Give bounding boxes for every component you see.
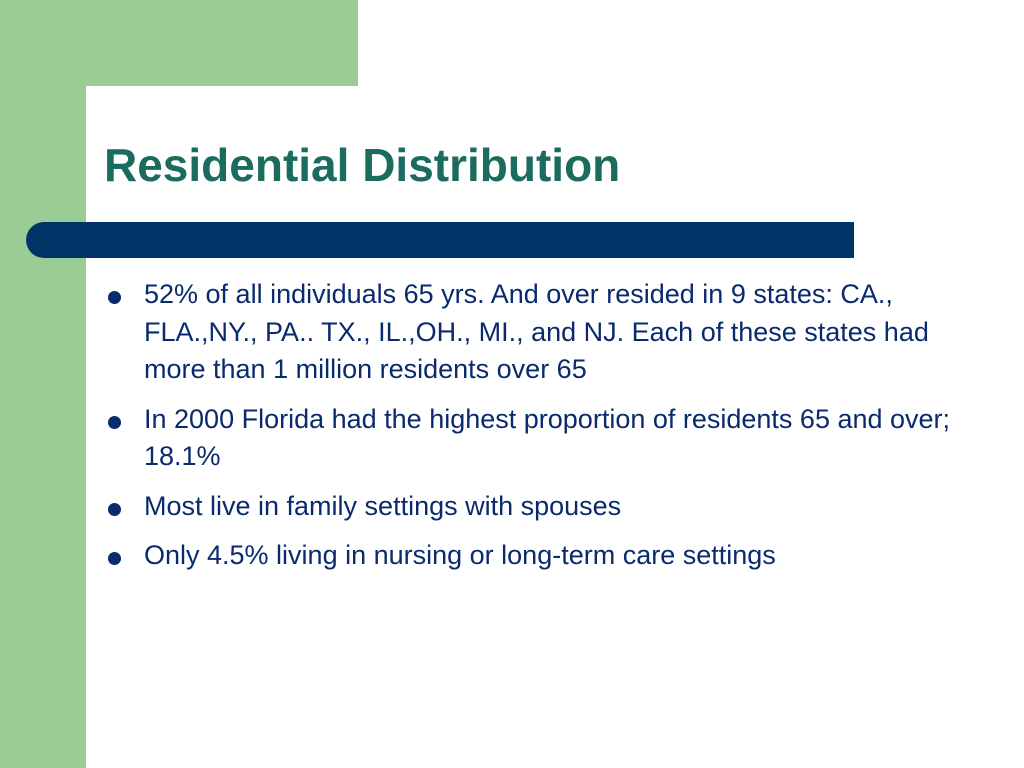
slide-title: Residential Distribution: [104, 139, 621, 191]
list-item-text: Only 4.5% living in nursing or long-term care settings: [144, 540, 776, 570]
title-underline-bar: [26, 222, 854, 258]
bullet-icon: [108, 416, 121, 429]
bullet-icon: [108, 552, 121, 565]
list-item-text: In 2000 Florida had the highest proportion of residents 65 and over; 18.1%: [144, 403, 951, 471]
list-item-text: 52% of all individuals 65 yrs. And over resided in 9 states: CA., FLA.,NY., PA.. TX., IL.,OH., MI., and NJ. Each of these states had more than 1 million residents over 65: [144, 279, 929, 384]
bullet-icon: [108, 503, 121, 516]
list-item: [104, 276, 964, 389]
decorative-green-block: [0, 0, 358, 86]
bullet-icon: [108, 291, 121, 304]
bullet-list: [104, 276, 964, 587]
list-item: [104, 537, 964, 575]
list-item: [104, 401, 964, 476]
list-item: [104, 488, 964, 526]
decorative-green-strip: [0, 0, 86, 768]
list-item-text: Most live in family settings with spouses: [144, 490, 622, 521]
